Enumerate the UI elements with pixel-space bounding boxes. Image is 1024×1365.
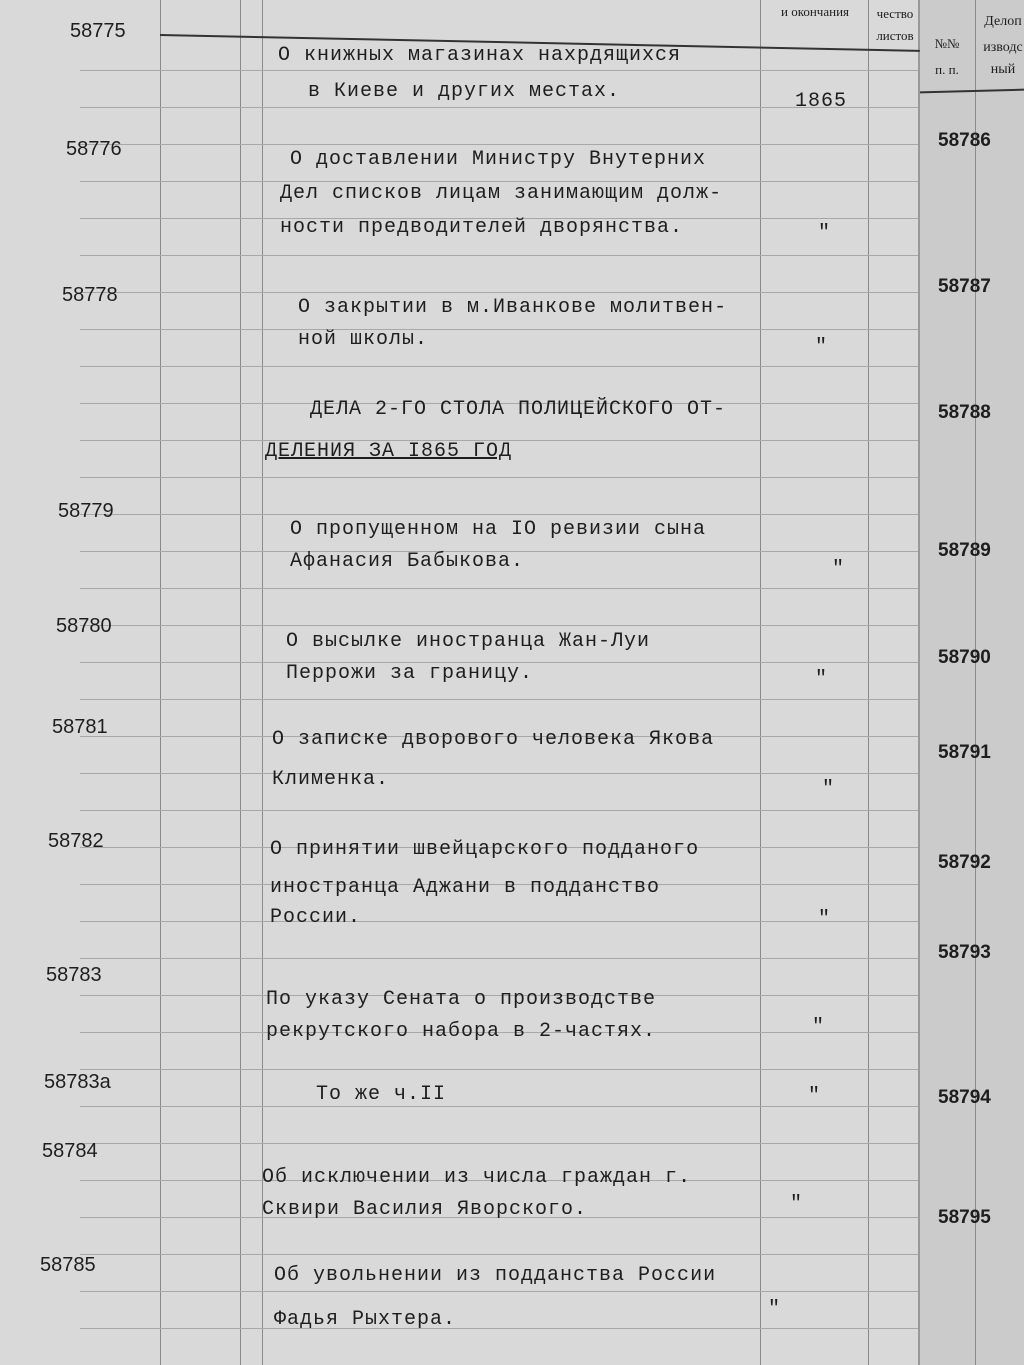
header-num: №№	[934, 36, 960, 51]
right-entry-number: 58794	[938, 1087, 991, 1108]
entry-title-line: России.	[270, 906, 362, 929]
right-entry-number: 58787	[938, 276, 991, 297]
entry-title-line: Сквири Василия Яворского.	[262, 1198, 588, 1221]
entry-title-line: в Киеве и других местах.	[308, 80, 621, 103]
entry-title-line: Перрожи за границу.	[286, 662, 534, 685]
header-office: Делоп	[984, 14, 1022, 29]
entry-title-line: иностранца Аджани в подданство	[270, 876, 661, 899]
ruled-line	[80, 1328, 918, 1329]
right-entry-number: 58792	[938, 852, 991, 873]
right-entry-number: 58793	[938, 942, 991, 963]
entry-title-line: рекрутского набора в 2-частях.	[266, 1020, 657, 1043]
ruled-line	[80, 255, 918, 256]
right-entry-number: 58786	[938, 130, 991, 151]
column-divider	[975, 0, 976, 1365]
ruled-line	[80, 1254, 918, 1255]
section-heading: ДЕЛЕНИЯ ЗА I865 ГОД	[265, 440, 513, 463]
ruled-line	[80, 477, 918, 478]
right-entry-number: 58795	[938, 1207, 991, 1228]
entry-number: 58785	[40, 1254, 96, 1276]
entry-number: 58782	[48, 830, 104, 852]
ditto-mark: "	[815, 668, 828, 691]
entry-number: 58775	[70, 20, 126, 42]
ditto-mark: "	[790, 1193, 803, 1216]
column-divider	[868, 0, 869, 1365]
entry-number: 58780	[56, 615, 112, 637]
entry-title-line: О пропущенном на IO ревизии сына	[290, 518, 707, 541]
ruled-line	[80, 1106, 918, 1107]
entry-number: 58781	[52, 716, 108, 738]
entry-number: 58783	[46, 964, 102, 986]
column-divider	[160, 0, 161, 1365]
ruled-line	[80, 1291, 918, 1292]
column-divider	[262, 0, 263, 1365]
ruled-line	[80, 958, 918, 959]
entry-title-line: Об исключении из числа граждан г.	[262, 1166, 692, 1189]
ruled-line	[80, 921, 918, 922]
entry-title-line: О принятии швейцарского подданого	[270, 838, 700, 861]
entry-title-line: Об увольнении из подданства России	[274, 1264, 717, 1287]
ruled-line	[80, 773, 918, 774]
entry-title-line: Афанасия Бабыкова.	[290, 550, 525, 573]
entry-title-line: По указу Сената о производстве	[266, 988, 657, 1011]
header-sheets: чество	[876, 6, 914, 21]
entry-number: 58784	[42, 1140, 98, 1162]
right-entry-number: 58788	[938, 402, 991, 423]
ditto-mark: "	[815, 336, 828, 359]
ditto-mark: "	[812, 1016, 825, 1039]
ruled-line	[80, 1143, 918, 1144]
ruled-line	[80, 70, 918, 71]
ruled-line	[80, 625, 918, 626]
entry-title-line: ной школы.	[298, 328, 429, 351]
ditto-mark: "	[822, 778, 835, 801]
ditto-mark: "	[832, 558, 845, 581]
ditto-mark: "	[818, 222, 831, 245]
entry-title-line: О записке дворового человека Якова	[272, 728, 715, 751]
entry-title-line: О закрытии в м.Иванкове молитвен-	[298, 296, 728, 319]
entry-title-line: Фадья Рыхтера.	[274, 1308, 457, 1331]
right-entry-number: 58790	[938, 647, 991, 668]
entry-date: 1865	[795, 90, 848, 113]
header-num: п. п.	[935, 62, 959, 77]
entry-number: 58778	[62, 284, 118, 306]
entry-number: 58776	[66, 138, 122, 160]
right-entry-number: 58789	[938, 540, 991, 561]
ruled-line	[80, 1069, 918, 1070]
ruled-line	[80, 810, 918, 811]
ruled-line	[80, 588, 918, 589]
entry-number: 58783а	[44, 1071, 111, 1093]
ruled-line	[80, 144, 918, 145]
column-divider	[240, 0, 241, 1365]
right-entry-number: 58791	[938, 742, 991, 763]
right-page	[918, 0, 1024, 1365]
section-heading: ДЕЛА 2-ГО СТОЛА ПОЛИЦЕЙСКОГО ОТ-	[310, 398, 727, 421]
ruled-line	[80, 107, 918, 108]
ruled-line	[80, 699, 918, 700]
entry-title-line: О доставлении Министру Внутерних	[290, 148, 707, 171]
entry-title-line: О высылке иностранца Жан-Луи	[286, 630, 651, 653]
ditto-mark: "	[818, 908, 831, 931]
ruled-line	[80, 329, 918, 330]
ditto-mark: "	[768, 1298, 781, 1321]
column-divider	[760, 0, 761, 1365]
ruled-line	[80, 514, 918, 515]
header-office: изводс	[983, 40, 1023, 55]
ruled-line	[80, 366, 918, 367]
entry-title-line: Клименка.	[272, 768, 390, 791]
entry-title-line: ности предводителей дворянства.	[280, 216, 684, 239]
header-sheets: листов	[876, 28, 914, 43]
header-date: и окончания	[780, 4, 850, 19]
entry-title-line: Дел списков лицам занимающим долж-	[280, 182, 723, 205]
entry-title-line: То же ч.II	[316, 1083, 447, 1106]
entry-number: 58779	[58, 500, 114, 522]
ditto-mark: "	[808, 1085, 821, 1108]
ruled-line	[80, 292, 918, 293]
header-office: ный	[990, 62, 1016, 77]
entry-title-line: О книжных магазинах нахрдящихся	[278, 44, 682, 67]
